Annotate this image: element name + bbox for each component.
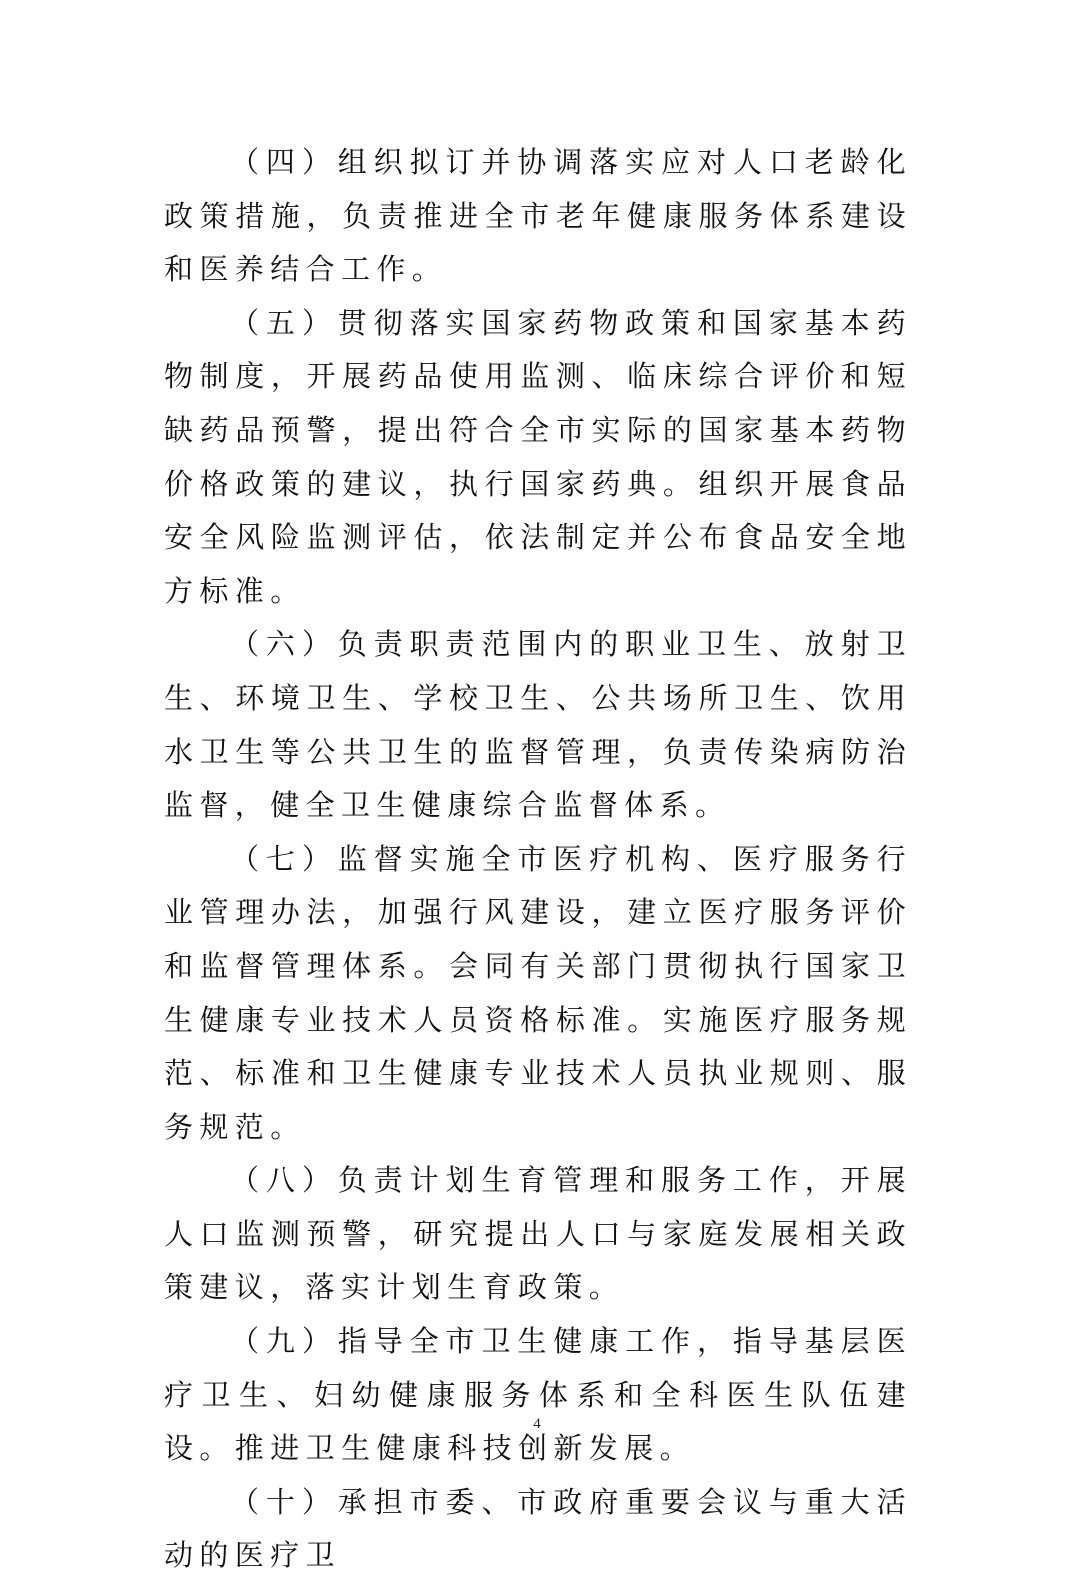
paragraph-7-medical-institution-supervision: （七）监督实施全市医疗机构、医疗服务行业管理办法，加强行风建设，建立医疗服务评价和监督管理体系。会同有关部门贯彻执行国家卫生健康专业技术人员资格标准。实施医疗服务规范、标准和卫生健康专业技术人员执业规则、服务规范。 [164,841,912,1144]
page-number: 4 [533,1416,541,1432]
paragraph-5-drug-policy: （五）贯彻落实国家药物政策和国家基本药物制度，开展药品使用监测、临床综合评价和短缺药品预警，提出符合全市实际的国家基本药物价格政策的建议，执行国家药典。组织开展食品安全风险监测评估，依法制定并公布食品安全地方标准。 [164,305,912,608]
paragraph-9-grassroots-health: （九）指导全市卫生健康工作，指导基层医疗卫生、妇幼健康服务体系和全科医生队伍建设。推进卫生健康科技创新发展。 [164,1324,912,1466]
paragraph-8-family-planning: （八）负责计划生育管理和服务工作，开展人口监测预警，研究提出人口与家庭发展相关政策建议，落实计划生育政策。 [164,1163,912,1305]
paragraph-4-elderly-health: （四）组织拟订并协调落实应对人口老龄化政策措施，负责推进全市老年健康服务体系建设和医养结合工作。 [164,145,912,287]
body-text [164,136,912,1583]
paragraph-6-public-health-supervision: （六）负责职责范围内的职业卫生、放射卫生、环境卫生、学校卫生、公共场所卫生、饮用水卫生等公共卫生的监督管理，负责传染病防治监督，健全卫生健康综合监督体系。 [164,627,912,823]
paragraph-10-major-events: （十）承担市委、市政府重要会议与重大活动的医疗卫 [164,1484,912,1573]
